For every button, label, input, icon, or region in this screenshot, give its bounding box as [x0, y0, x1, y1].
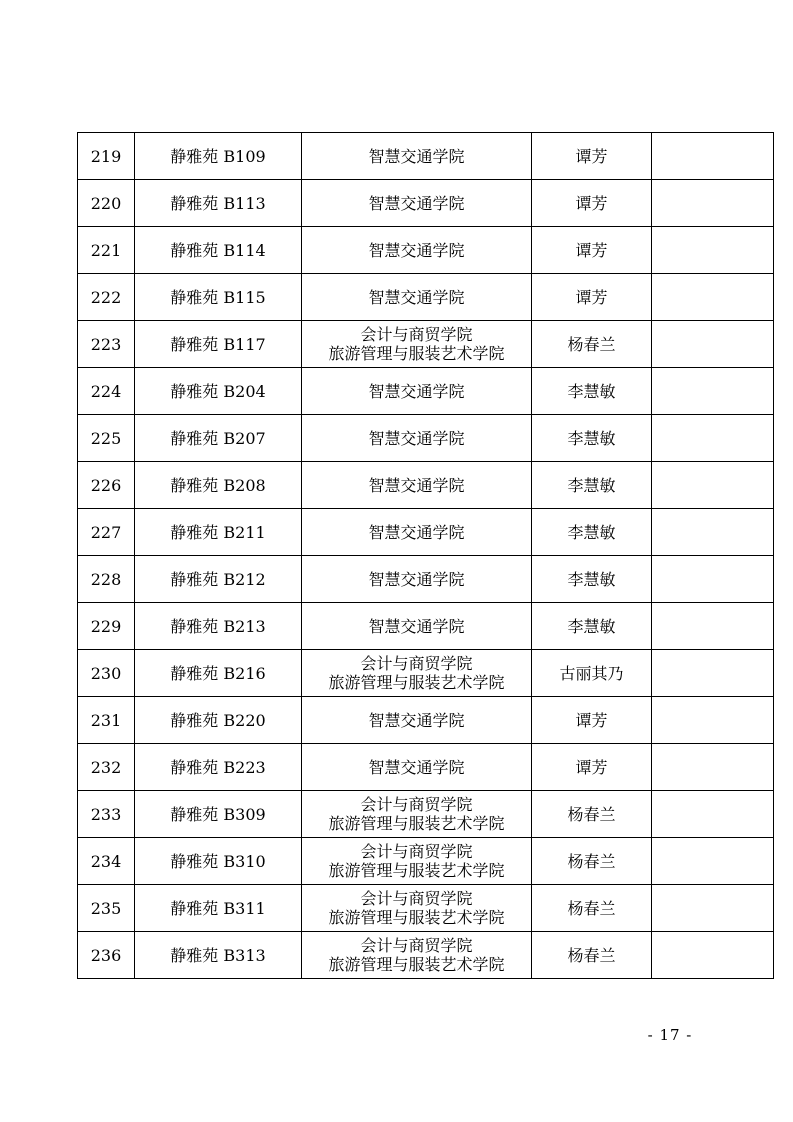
- row-number-cell: 231: [78, 697, 135, 744]
- table-row: [78, 509, 774, 556]
- room-cell: 静雅苑 B311: [135, 885, 302, 932]
- note-cell: [652, 180, 774, 227]
- table-row: [78, 133, 774, 180]
- college-name: 智慧交通学院: [368, 522, 465, 542]
- college-cell: [302, 885, 532, 932]
- table-row: [78, 791, 774, 838]
- college-cell: [302, 274, 532, 321]
- table-row: [78, 321, 774, 368]
- row-number-cell: 227: [78, 509, 135, 556]
- table-row: [78, 227, 774, 274]
- college-cell: [302, 603, 532, 650]
- college-name: 旅游管理与服装艺术学院: [328, 673, 505, 692]
- college-name: 智慧交通学院: [368, 428, 465, 448]
- row-number-cell: 232: [78, 744, 135, 791]
- row-number-cell: 225: [78, 415, 135, 462]
- college-name: 智慧交通学院: [368, 475, 465, 495]
- note-cell: [652, 603, 774, 650]
- note-cell: [652, 415, 774, 462]
- room-cell: 静雅苑 B109: [135, 133, 302, 180]
- manager-cell: 谭芳: [532, 744, 652, 791]
- room-cell: 静雅苑 B313: [135, 932, 302, 979]
- table-row: [78, 274, 774, 321]
- college-name: 会计与商贸学院: [360, 889, 473, 908]
- table-row: [78, 462, 774, 509]
- row-number-cell: 236: [78, 932, 135, 979]
- note-cell: [652, 932, 774, 979]
- college-name: 旅游管理与服装艺术学院: [328, 344, 505, 363]
- college-name: 旅游管理与服装艺术学院: [328, 861, 505, 880]
- room-cell: 静雅苑 B309: [135, 791, 302, 838]
- room-cell: 静雅苑 B208: [135, 462, 302, 509]
- manager-cell: 杨春兰: [532, 932, 652, 979]
- room-cell: 静雅苑 B216: [135, 650, 302, 697]
- manager-cell: 李慧敏: [532, 603, 652, 650]
- college-cell: [302, 227, 532, 274]
- table-row: [78, 697, 774, 744]
- college-cell: [302, 321, 532, 368]
- row-number-cell: 229: [78, 603, 135, 650]
- row-number-cell: 234: [78, 838, 135, 885]
- manager-cell: 李慧敏: [532, 415, 652, 462]
- room-cell: 静雅苑 B213: [135, 603, 302, 650]
- manager-cell: 谭芳: [532, 180, 652, 227]
- manager-cell: 李慧敏: [532, 556, 652, 603]
- page-number: - 17 -: [647, 1026, 693, 1044]
- room-cell: 静雅苑 B223: [135, 744, 302, 791]
- room-cell: 静雅苑 B212: [135, 556, 302, 603]
- room-cell: 静雅苑 B117: [135, 321, 302, 368]
- row-number-cell: 224: [78, 368, 135, 415]
- college-cell: [302, 509, 532, 556]
- row-number-cell: 228: [78, 556, 135, 603]
- college-cell: [302, 744, 532, 791]
- row-number-cell: 220: [78, 180, 135, 227]
- college-name: 旅游管理与服装艺术学院: [328, 908, 505, 927]
- manager-cell: 杨春兰: [532, 321, 652, 368]
- note-cell: [652, 368, 774, 415]
- college-cell: [302, 415, 532, 462]
- room-cell: 静雅苑 B204: [135, 368, 302, 415]
- note-cell: [652, 650, 774, 697]
- college-name: 会计与商贸学院: [360, 325, 473, 344]
- college-cell: [302, 838, 532, 885]
- college-name: 会计与商贸学院: [360, 936, 473, 955]
- note-cell: [652, 133, 774, 180]
- manager-cell: 谭芳: [532, 697, 652, 744]
- manager-cell: 谭芳: [532, 274, 652, 321]
- room-cell: 静雅苑 B113: [135, 180, 302, 227]
- row-number-cell: 222: [78, 274, 135, 321]
- row-number-cell: 235: [78, 885, 135, 932]
- college-name: 智慧交通学院: [368, 287, 465, 307]
- note-cell: [652, 509, 774, 556]
- room-cell: 静雅苑 B207: [135, 415, 302, 462]
- table-row: [78, 744, 774, 791]
- college-cell: [302, 791, 532, 838]
- row-number-cell: 219: [78, 133, 135, 180]
- college-name: 智慧交通学院: [368, 710, 465, 730]
- college-name: 智慧交通学院: [368, 193, 465, 213]
- room-assignment-table: [77, 132, 774, 979]
- college-name: 旅游管理与服装艺术学院: [328, 955, 505, 974]
- row-number-cell: 226: [78, 462, 135, 509]
- manager-cell: 李慧敏: [532, 368, 652, 415]
- room-cell: 静雅苑 B220: [135, 697, 302, 744]
- table-row: [78, 603, 774, 650]
- college-name: 智慧交通学院: [368, 146, 465, 166]
- college-cell: [302, 180, 532, 227]
- college-name: 会计与商贸学院: [360, 795, 473, 814]
- table-row: [78, 885, 774, 932]
- college-cell: [302, 462, 532, 509]
- note-cell: [652, 227, 774, 274]
- row-number-cell: 221: [78, 227, 135, 274]
- table-row: [78, 838, 774, 885]
- manager-cell: 李慧敏: [532, 462, 652, 509]
- college-cell: [302, 556, 532, 603]
- table-row: [78, 415, 774, 462]
- room-cell: 静雅苑 B115: [135, 274, 302, 321]
- college-cell: [302, 133, 532, 180]
- table-body: [78, 133, 774, 979]
- college-cell: [302, 650, 532, 697]
- manager-cell: 杨春兰: [532, 838, 652, 885]
- note-cell: [652, 838, 774, 885]
- college-name: 会计与商贸学院: [360, 842, 473, 861]
- college-name: 旅游管理与服装艺术学院: [328, 814, 505, 833]
- room-cell: 静雅苑 B114: [135, 227, 302, 274]
- note-cell: [652, 791, 774, 838]
- college-name: 智慧交通学院: [368, 240, 465, 260]
- college-name: 会计与商贸学院: [360, 654, 473, 673]
- room-cell: 静雅苑 B211: [135, 509, 302, 556]
- college-cell: [302, 932, 532, 979]
- manager-cell: 古丽其乃: [532, 650, 652, 697]
- manager-cell: 杨春兰: [532, 885, 652, 932]
- note-cell: [652, 462, 774, 509]
- college-name: 智慧交通学院: [368, 616, 465, 636]
- table-row: [78, 932, 774, 979]
- row-number-cell: 230: [78, 650, 135, 697]
- college-name: 智慧交通学院: [368, 757, 465, 777]
- room-cell: 静雅苑 B310: [135, 838, 302, 885]
- manager-cell: 谭芳: [532, 133, 652, 180]
- note-cell: [652, 556, 774, 603]
- manager-cell: 李慧敏: [532, 509, 652, 556]
- table-row: [78, 180, 774, 227]
- college-name: 智慧交通学院: [368, 569, 465, 589]
- college-name: 智慧交通学院: [368, 381, 465, 401]
- table-row: [78, 650, 774, 697]
- college-cell: [302, 697, 532, 744]
- note-cell: [652, 274, 774, 321]
- row-number-cell: 223: [78, 321, 135, 368]
- note-cell: [652, 744, 774, 791]
- manager-cell: 谭芳: [532, 227, 652, 274]
- note-cell: [652, 697, 774, 744]
- row-number-cell: 233: [78, 791, 135, 838]
- manager-cell: 杨春兰: [532, 791, 652, 838]
- table-row: [78, 556, 774, 603]
- note-cell: [652, 321, 774, 368]
- table-row: [78, 368, 774, 415]
- college-cell: [302, 368, 532, 415]
- note-cell: [652, 885, 774, 932]
